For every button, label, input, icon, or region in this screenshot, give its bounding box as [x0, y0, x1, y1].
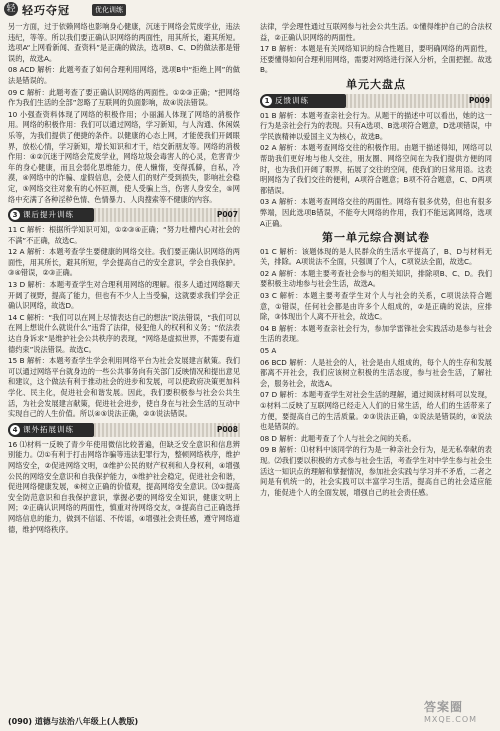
- left-column: [8, 22, 240, 536]
- unit-summary-heading: 单元大盘点: [346, 77, 406, 91]
- test-07: 07 D 解析：本题考查学生对社会生活的理解，通过阅读材料可以发现，①材料二反映了互联网络已经走入人们的日常生活，给人们的生活带来了方便，要提高自己的生活质量。②③说法正确，①说法是错误的，④说法也是错误的。: [260, 390, 492, 432]
- test-04: 04 B 解析：本题考查亲社会行为，参加学雷锋社会实践活动是参与社会生活的表现。: [260, 323, 492, 344]
- test-06: 06 BCD 解析：人是社会的人，社会是由人组成的，每个人的生存和发展都离不开社会，我们应该树立积极的生活态度，参与社会生活，了解社会，服务社会，故选A。: [260, 357, 492, 388]
- section-page: P008: [216, 424, 238, 434]
- answer-15: 15 B 解析：本题考查学生学会利用网络平台为社会发展建言献策。我们可以通过网络平台就身边的一些公共事务向有关部门反映情况和提出意见和建议，这个做法有利于推动社会的进步和发展，可以使政府决策更加科学化、民主化，促进社会和谐发展。因此，我们要积极参与社会公共生活，为社会发展建言献策，促进社会进步，使自身在与社会生活的互动中实现自己的人生价值。所以④⑤说法正确，②③说法错误。: [8, 356, 240, 419]
- test-05: 05 A: [260, 346, 277, 356]
- answer-17: 17 B 解析：本题是有关网络知识的综合性题目，要明确网络的两面性，还要懂得如何合理利用网络，需要对网络进行深入分析，全面把握。故选B。: [260, 44, 492, 75]
- page-number: (090): [8, 717, 33, 726]
- section-header-extension: [8, 423, 240, 437]
- feedback-02: 02 A 解析：本题考查网络交往的积极作用。由题干描述得知，网络可以帮助我们更好地与他人交往，朋友圈、网络空间在为我们提供方便的同时，也为我们开阔了眼界，拓展了交往的空间，使我们的日常用语。这表明网络为了我们交往的便利，A项符合题意；B项不符合题意，C、D两项都错误。: [260, 143, 492, 195]
- test-08: 08 D 解析：此题考查了个人与社会之间的关系。: [260, 433, 416, 443]
- section-title: 课外拓展训练: [23, 424, 74, 434]
- section-number: 1: [262, 96, 272, 106]
- section-number: 4: [10, 425, 20, 435]
- book-title: 道德与法治八年级上(人教版): [34, 717, 139, 726]
- test-03: 03 C 解析：本题主要考查学生对个人与社会的关系，C项说法符合题意，①错误，任何社会都是由许多个人组成的，②是正确的说法，应排除，③体现出个人离不开社会，故选C。: [260, 291, 492, 322]
- answer-paragraph: 另一方面，过于依赖网络也影响身心健康，沉迷于网络会荒废学业，违法违纪，等等。所以我们要正确认识网络的两面性，用其所长，避其所短。选项A“上网看新闻、查资料”是正确的做法，选项B、C、D的做法都是错误的，故选A。: [8, 22, 240, 63]
- answer-10: 10 小强查资料体现了网络的积极作用；小丽漏人体现了网络的消极作用。网络的积极作用：我们可以通过网络，学习新知，与人沟通、休闲娱乐等，为我们提供了便捷的条件。以健康的心态上网，才能使我们开阔眼界，放松心情，学习新知，增长知识和才干，结交新朋友等。网络的消极作用：④②沉迷于网络会荒废学业，网络垃圾会毒害人的心灵，危害青少年的身心健康，而且会弱化思维能力，使人懒惰，变得孤僻，自私，冷漠，④网络中的诈骗、虚假信息，会使人们的财产受到损失，影响社会稳定，⑤网络交往对象有的心怀叵测，使人受骗上当，伤害人身安全，⑤网络中充满了各种淫秽色情、色情暴力、人肉搜索等不健康的内容。: [8, 109, 240, 204]
- section-number: 3: [10, 210, 20, 220]
- answer-11: 11 C 解析：根据所学知识可知，①②③④正确；“努力吐槽内心对社会的不满”不正确，故选C。: [8, 225, 240, 245]
- answer-12: 12 A 解析：本题考查学生要健康的网络交往。我们要正确认识网络的两面性，用其所长，避其所短，学会提高自己的安全意识，学会自我保护。③④错误，②③正确。: [8, 247, 240, 278]
- test-09: 09 B 解析：⑴材料中该同学的行为是一种亲社会行为，是无私奉献的表现。⑵我们要以积极的方式参与社会生活，考查学生对中学生参与社会生活这一知识点的理解和掌握情况，参加社会实践与学习并不矛盾，二者之间是有机统一的，社会实践可以丰富学习生活，提高自己的社会适应能力，能促进个人的全面发展，增强自己的社会责任感。: [260, 445, 492, 497]
- feedback-01: 01 B 解析：本题考查亲社会行为。从题干的描述中可以看出，她的这一行为是亲社会行为的表现。只有A选项、B选项符合题意，D选项错误，中学民族精神以爱国主义为核心，故选B。: [260, 110, 492, 141]
- section-title: 课后提升训练: [23, 210, 74, 220]
- test-02: 02 A 解析：本题主要考查社会参与的相关知识，排除项B、C、D。我们要积极主动地参与社会生活，故选A。: [260, 268, 492, 289]
- answer-09: 09 C 解析：此题考查了要正确认识网络的两面性。①②③正确；“把网络作为我们生活的全部”忽略了互联网的负面影响，故④说法错误。: [8, 87, 240, 108]
- answer-08: 08 ACD 解析：此题考查了如何合理利用网络，选项B中“拒绝上网”的做法是错误的。: [8, 65, 240, 85]
- test-01: 01 C 解析：该题体现的是人民群众的生活水平提高了，B、D与材料无关，排除。A项说法不全面，只强调了个人，C项说法全面，故选C。: [260, 246, 492, 267]
- answer-13: 13 D 解析：本题考查学生对合理利用网络的理解。很多人通过网络聊天开阔了视野，提高了能力，但也有不少人上当受骗，这就要求我们学会正确认识网络，故选D。: [8, 280, 240, 311]
- brand-tag: 优化训练: [92, 4, 126, 16]
- right-column: [260, 22, 492, 499]
- section-header-after-class: [8, 208, 240, 222]
- answer-14: 14 C 解析：“我们可以在网上尽情表达自己的想法”说法错误，“我们可以在网上想说什么就说什么”违背了法律，侵犯他人的权利和义务；“依法表达自身诉求”是维护社会公共秩序的表现，“网络是虚拟世界，不需要有道德约束”说法错误。故选C。: [8, 312, 240, 354]
- brand-logo-icon: 轻: [4, 2, 18, 16]
- section-header-feedback: [260, 94, 492, 108]
- feedback-03: 03 A 解析：本题考查网络交往的两面性。网络有很多优势，但也有很多弊端，因此选项B错误，不能夸大网络的作用，我们不能远离网络，选项A正确。: [260, 197, 492, 228]
- watermark-logo: [424, 698, 494, 726]
- section-page: P009: [468, 95, 490, 105]
- brand-title: 轻巧夺冠: [22, 4, 70, 17]
- watermark-text: 答案圈: [424, 700, 464, 714]
- section-title: 反馈训练: [275, 95, 309, 105]
- page-header: [0, 0, 500, 18]
- unit-test-heading: 第一单元综合测试卷: [322, 231, 430, 245]
- answer-16: 16 ⑴材料一反映了青少年使用微信比较普遍，但缺乏安全意识和信息辨别能力。⑵①有利于打击网络诈骗等违法犯罪行为，整顿网络秩序，维护网络安全，②促进网络文明，③维护公民的财产权利和人身权利，④增强公民的网络安全意识和自我保护能力，⑤维护社会稳定，促进社会和谐，促进网络健康发展，⑥树立正确的价值观，提高网络安全意识。⑶①提高安全防范意识和自我保护意识，掌握必要的网络安全知识，健康文明上网；②正确认识网络的两面性，慎重对待网络交友，③提高自己正确选择网络信息的能力，做到不信谣、不传谣，④增强社会责任感，遵守网络道德，维护网络秩序。: [8, 439, 240, 534]
- watermark-url: MXQE.COM: [424, 715, 478, 724]
- page-footer: [8, 716, 138, 727]
- answer-paragraph: 法律，学会理性通过互联网参与社会公共生活。①懂得维护自己的合法权益，②正确认识网络的两面性。: [260, 22, 492, 42]
- section-page: P007: [216, 210, 238, 220]
